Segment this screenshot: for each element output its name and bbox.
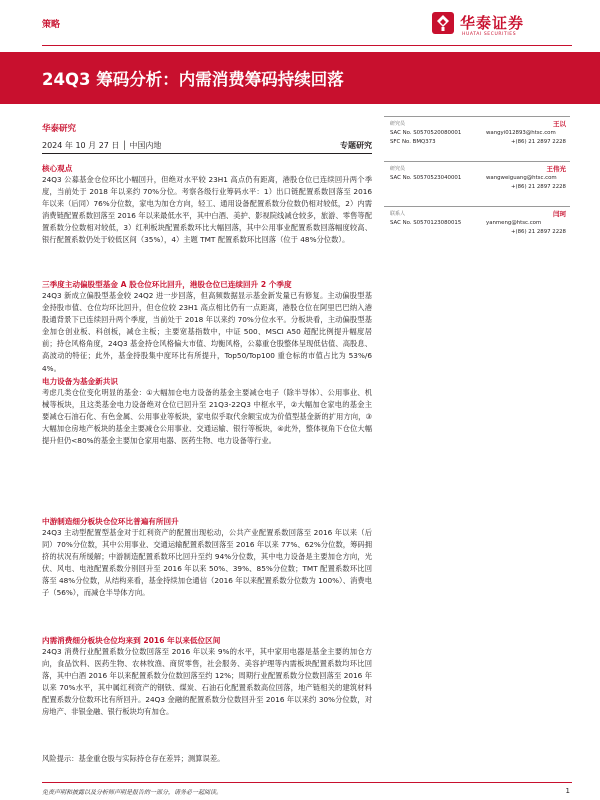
analyst-phone: +(86) 21 2897 2228 bbox=[510, 184, 566, 190]
analyst-card bbox=[384, 206, 570, 251]
logo-english-name: HUATAI SECURITIES bbox=[462, 32, 517, 37]
analyst-email[interactable]: wangweiguang@htsc.com bbox=[486, 175, 557, 181]
section-heading: 三季度主动偏股型基金 A 股仓位环比回升，港股仓位已连续回升 2 个季度 bbox=[42, 280, 292, 289]
disclaimer-text: 免责声明和披露以及分析师声明是报告的一部分，请务必一起阅读。 bbox=[42, 789, 223, 796]
analyst-role: 联系人 bbox=[390, 211, 406, 217]
analyst-role: 研究员 bbox=[390, 166, 406, 172]
page-footer bbox=[0, 782, 600, 800]
report-date-line bbox=[42, 140, 372, 151]
report-title: 24Q3 筹码分析：内需消费筹码持续回落 bbox=[42, 70, 344, 89]
section-paragraph: 24Q3 公募基金仓位环比小幅回升，但绝对水平较 23H1 高点仍有距离，港股仓位已连续回升两个季度，当前处于 2018 年以来约 70%分位。考察各级行业筹码水平：1）出口链配置系数回落至 2016 年以来（后同）76%分位数，家电为加仓方向，轻工、通用设备配置系数分位数仍相对较低，2）内需消费链配置系数回落至 2016 年以来最低水平，其中白酒、美护、影视院线减仓较多，旅游、零售等配置系数分位数相对较低，3）红利板块配置系数环比大幅回落，其中公用事业配置系数回落幅度较高、银行配置系数仍处于较低区间（35%），4）主题 TMT 配置系数环比回落（位于 48%分位数）。 bbox=[42, 175, 372, 245]
analyst-name: 王伟光 bbox=[546, 165, 566, 173]
analyst-sac: SAC No. S0570123080015 bbox=[390, 220, 462, 226]
date-divider bbox=[42, 153, 372, 154]
huatai-logo-icon bbox=[432, 12, 454, 34]
analyst-card bbox=[384, 161, 570, 206]
analyst-email[interactable]: yanmeng@htsc.com bbox=[486, 220, 542, 226]
risk-note: 风险提示：基金重仓股与实际持仓存在差异；测算误差。 bbox=[42, 754, 225, 763]
analyst-sfc: SFC No. BMQ373 bbox=[390, 139, 436, 145]
header-divider bbox=[42, 45, 572, 46]
analyst-sac: SAC No. S0570523040001 bbox=[390, 175, 462, 181]
analyst-name: 王以 bbox=[553, 120, 566, 128]
section-paragraph: 24Q3 新成立偏股型基金较 24Q2 进一步回落，但高频数据显示基金新发量已有修复。主动偏股型基金持股市值、仓位均环比回升，但仓位较 23H1 高点相比仍有一点距离，港股仓位在阿里巴巴纳入港股通背景下已连续回升两个季度，当前处于 2018 年以来约 70%分位水平。分板块看，主动偏股型基金加仓创业板、科创板，减仓主板；主要宽基指数中，中证 500、MSCI A50 超配比例提升幅度居前；持仓风格角度，24Q3 基金持仓风格偏大市值、均衡风格，公募重仓股整体呈现低估值、高股息、高波动的特征；此外，基金持股集中度环比有所提升，Top50/Top100 重仓标的市值占比为 53%/64%。 bbox=[42, 291, 372, 373]
logo-chinese-name: 华泰证券 bbox=[460, 14, 525, 32]
analyst-card bbox=[384, 116, 570, 161]
section-paragraph: 考虑几类仓位变化明显的基金：①大幅加仓电力设备的基金主要减仓电子（除半导体）、公用事业、机械等板块，且这类基金电力设备绝对仓位已回升至 21Q3-22Q3 中枢水平，②大幅加仓家电的基金主要减仓石油石化、有色金属、公用事业等板块，家电似乎取代余额宝成为价值型基金新的扩用方向，③大幅加仓房地产板块的基金主要减仓公用事业、交通运输、银行等板块，④此外，整体视角下仓位大幅提升但仍<80%的基金主要加仓家用电器、医药生物、电力设备等行业。 bbox=[42, 388, 372, 446]
section-fund-positions bbox=[42, 279, 372, 375]
report-category: 专题研究 bbox=[340, 141, 372, 150]
section-heading: 内需消费细分板块仓位均来到 2016 年以来低位区间 bbox=[42, 636, 221, 645]
title-banner bbox=[0, 52, 600, 104]
analyst-phone: +(86) 21 2897 2228 bbox=[510, 139, 566, 145]
footer-divider bbox=[42, 782, 572, 783]
section-paragraph: 24Q3 消费行业配置系数分位数回落至 2016 年以来 9%的水平，其中家用电器是基金主要的加仓方向，食品饮料、医药生物、农林牧渔、商贸零售，社会服务、美容护理等内需板块配置系数均环比回落，其中白酒 2016 年以来配置系数分位数回落至约 12%；周期行业配置系数分位数回落至 2016 年以来 70%水平，其中属红利资产的钢铁、煤炭、石油石化配置系数高位回落，地产链相关的建筑材料配置系数分位数环比有所回升。24Q3 金融的配置系数分位数回升至 2016 年以来约 30%分位数，对房地产、非银金融、银行板块均有加仓。 bbox=[42, 647, 372, 717]
analyst-phone: +(86) 21 2897 2228 bbox=[510, 229, 566, 235]
analyst-sac: SAC No. S0570520080001 bbox=[390, 130, 462, 136]
page-header bbox=[0, 0, 600, 46]
report-source: 华泰研究 bbox=[42, 124, 77, 134]
section-heading: 电力设备为基金新共识 bbox=[42, 377, 118, 386]
analyst-role: 研究员 bbox=[390, 121, 406, 127]
report-tag: 策略 bbox=[42, 20, 61, 30]
section-power-equipment bbox=[42, 376, 372, 447]
section-midstream-manufacturing bbox=[42, 516, 372, 600]
section-core-views bbox=[42, 163, 372, 247]
section-domestic-consumption bbox=[42, 635, 372, 719]
section-heading: 核心观点 bbox=[42, 164, 73, 173]
section-paragraph: 24Q3 主动型配置型基金对于红利资产的配置出现松动，公共产业配置系数回落至 2016 年以来（后同）70%分位数，其中公用事业、交通运输配置系数回落至 2016 年以来 77%、62%分位数，筹码拥挤的状况有所缓解；中游制造配置系数环比回升至约 94%分位数，其中电力设备是主要加仓方向，光伏、风电、电池配置系数分别回升至 2016 年以来 50%、39%、85%分位数；TMT 配置系数环比回落至 48%分位数，从结构来看，基金持续加仓通信（2016 年以来配置系数分位数为 100%）、消费电子（56%），而减仓半导体方向。 bbox=[42, 528, 372, 598]
analyst-name: 闫珂 bbox=[553, 210, 566, 218]
report-date: 2024 年 10 月 27 日 │ 中国内地 bbox=[42, 141, 162, 150]
section-heading: 中游制造细分板块仓位环比普遍有所回升 bbox=[42, 517, 179, 526]
page-number: 1 bbox=[565, 787, 570, 795]
huatai-logo bbox=[432, 12, 572, 42]
analyst-email[interactable]: wangyi012893@htsc.com bbox=[486, 130, 556, 136]
analyst-sidebar bbox=[384, 116, 570, 251]
